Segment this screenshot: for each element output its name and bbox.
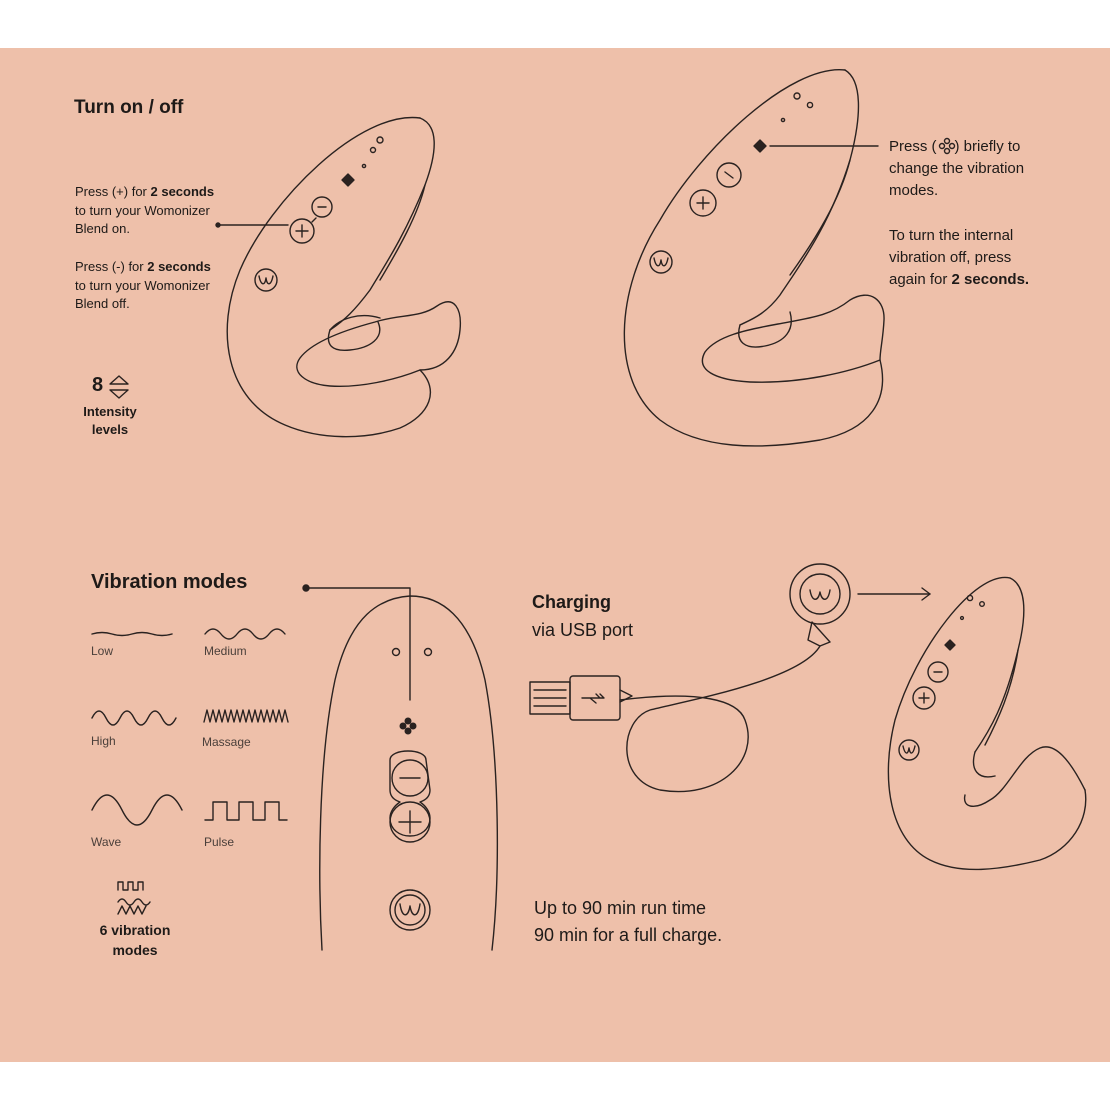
runtime-info (534, 895, 722, 949)
mode-label-medium: Medium (204, 644, 247, 658)
turn-on-instructions (75, 183, 255, 239)
turn-off-prefix: Press (-) for (75, 259, 148, 274)
turn-on-prefix: Press (+) for (75, 184, 151, 199)
mode-label-pulse: Pulse (204, 835, 235, 849)
charging-title: Charging (532, 592, 611, 612)
device-bottom-right-drawing (888, 577, 1085, 869)
intensity-label-line1: Intensity (83, 404, 137, 419)
device-front-view-drawing (320, 596, 498, 950)
mode-label-high: High (91, 734, 116, 748)
vibration-modes-count-line2: modes (112, 942, 158, 958)
change-modes-line2: change the vibration (889, 160, 1025, 177)
usb-icon (582, 694, 604, 703)
vibration-off-instructions (889, 225, 1099, 291)
change-modes-line3: modes. (889, 182, 939, 199)
vibration-off-line1: To turn the internal (889, 227, 1014, 244)
charging-subtitle: via USB port (532, 620, 634, 640)
runtime-line2: 90 min for a full charge. (534, 925, 723, 945)
turn-off-duration: 2 seconds (147, 259, 211, 274)
intensity-label-line2: levels (91, 422, 129, 437)
change-modes-instructions (889, 136, 1099, 202)
mode-label-low: Low (91, 644, 114, 658)
up-down-arrows-icon (110, 376, 128, 398)
turn-off-instructions (75, 258, 255, 314)
wave-icons (92, 629, 288, 914)
turn-on-line3: Blend on. (75, 221, 130, 236)
device-top-right-drawing (624, 70, 884, 446)
change-modes-suffix: ) briefly to (954, 138, 1021, 155)
turn-off-line2: to turn your Womonizer (75, 277, 210, 293)
turn-on-line2: to turn your Womonizer (75, 202, 210, 218)
intensity-number: 8 (92, 374, 104, 396)
mode-label-wave: Wave (91, 835, 122, 849)
vibration-off-prefix: again for (889, 271, 952, 288)
vibration-modes-count-line1: 6 vibration (99, 922, 171, 938)
vibration-modes-title: Vibration modes (91, 571, 248, 593)
turn-on-off-title: Turn on / off (74, 97, 184, 118)
vibration-off-line2: vibration off, press (889, 249, 1012, 266)
turn-on-duration: 2 seconds (150, 184, 215, 199)
mode-icon (754, 140, 766, 152)
vibration-modes-count (75, 920, 195, 960)
mode-label-massage: Massage (202, 735, 251, 749)
change-modes-prefix: Press ( (889, 138, 937, 155)
intensity-label (70, 403, 150, 439)
runtime-line1: Up to 90 min run time (534, 898, 707, 918)
turn-off-line3: Blend off. (75, 296, 130, 311)
vibration-off-duration: 2 seconds. (951, 271, 1030, 288)
